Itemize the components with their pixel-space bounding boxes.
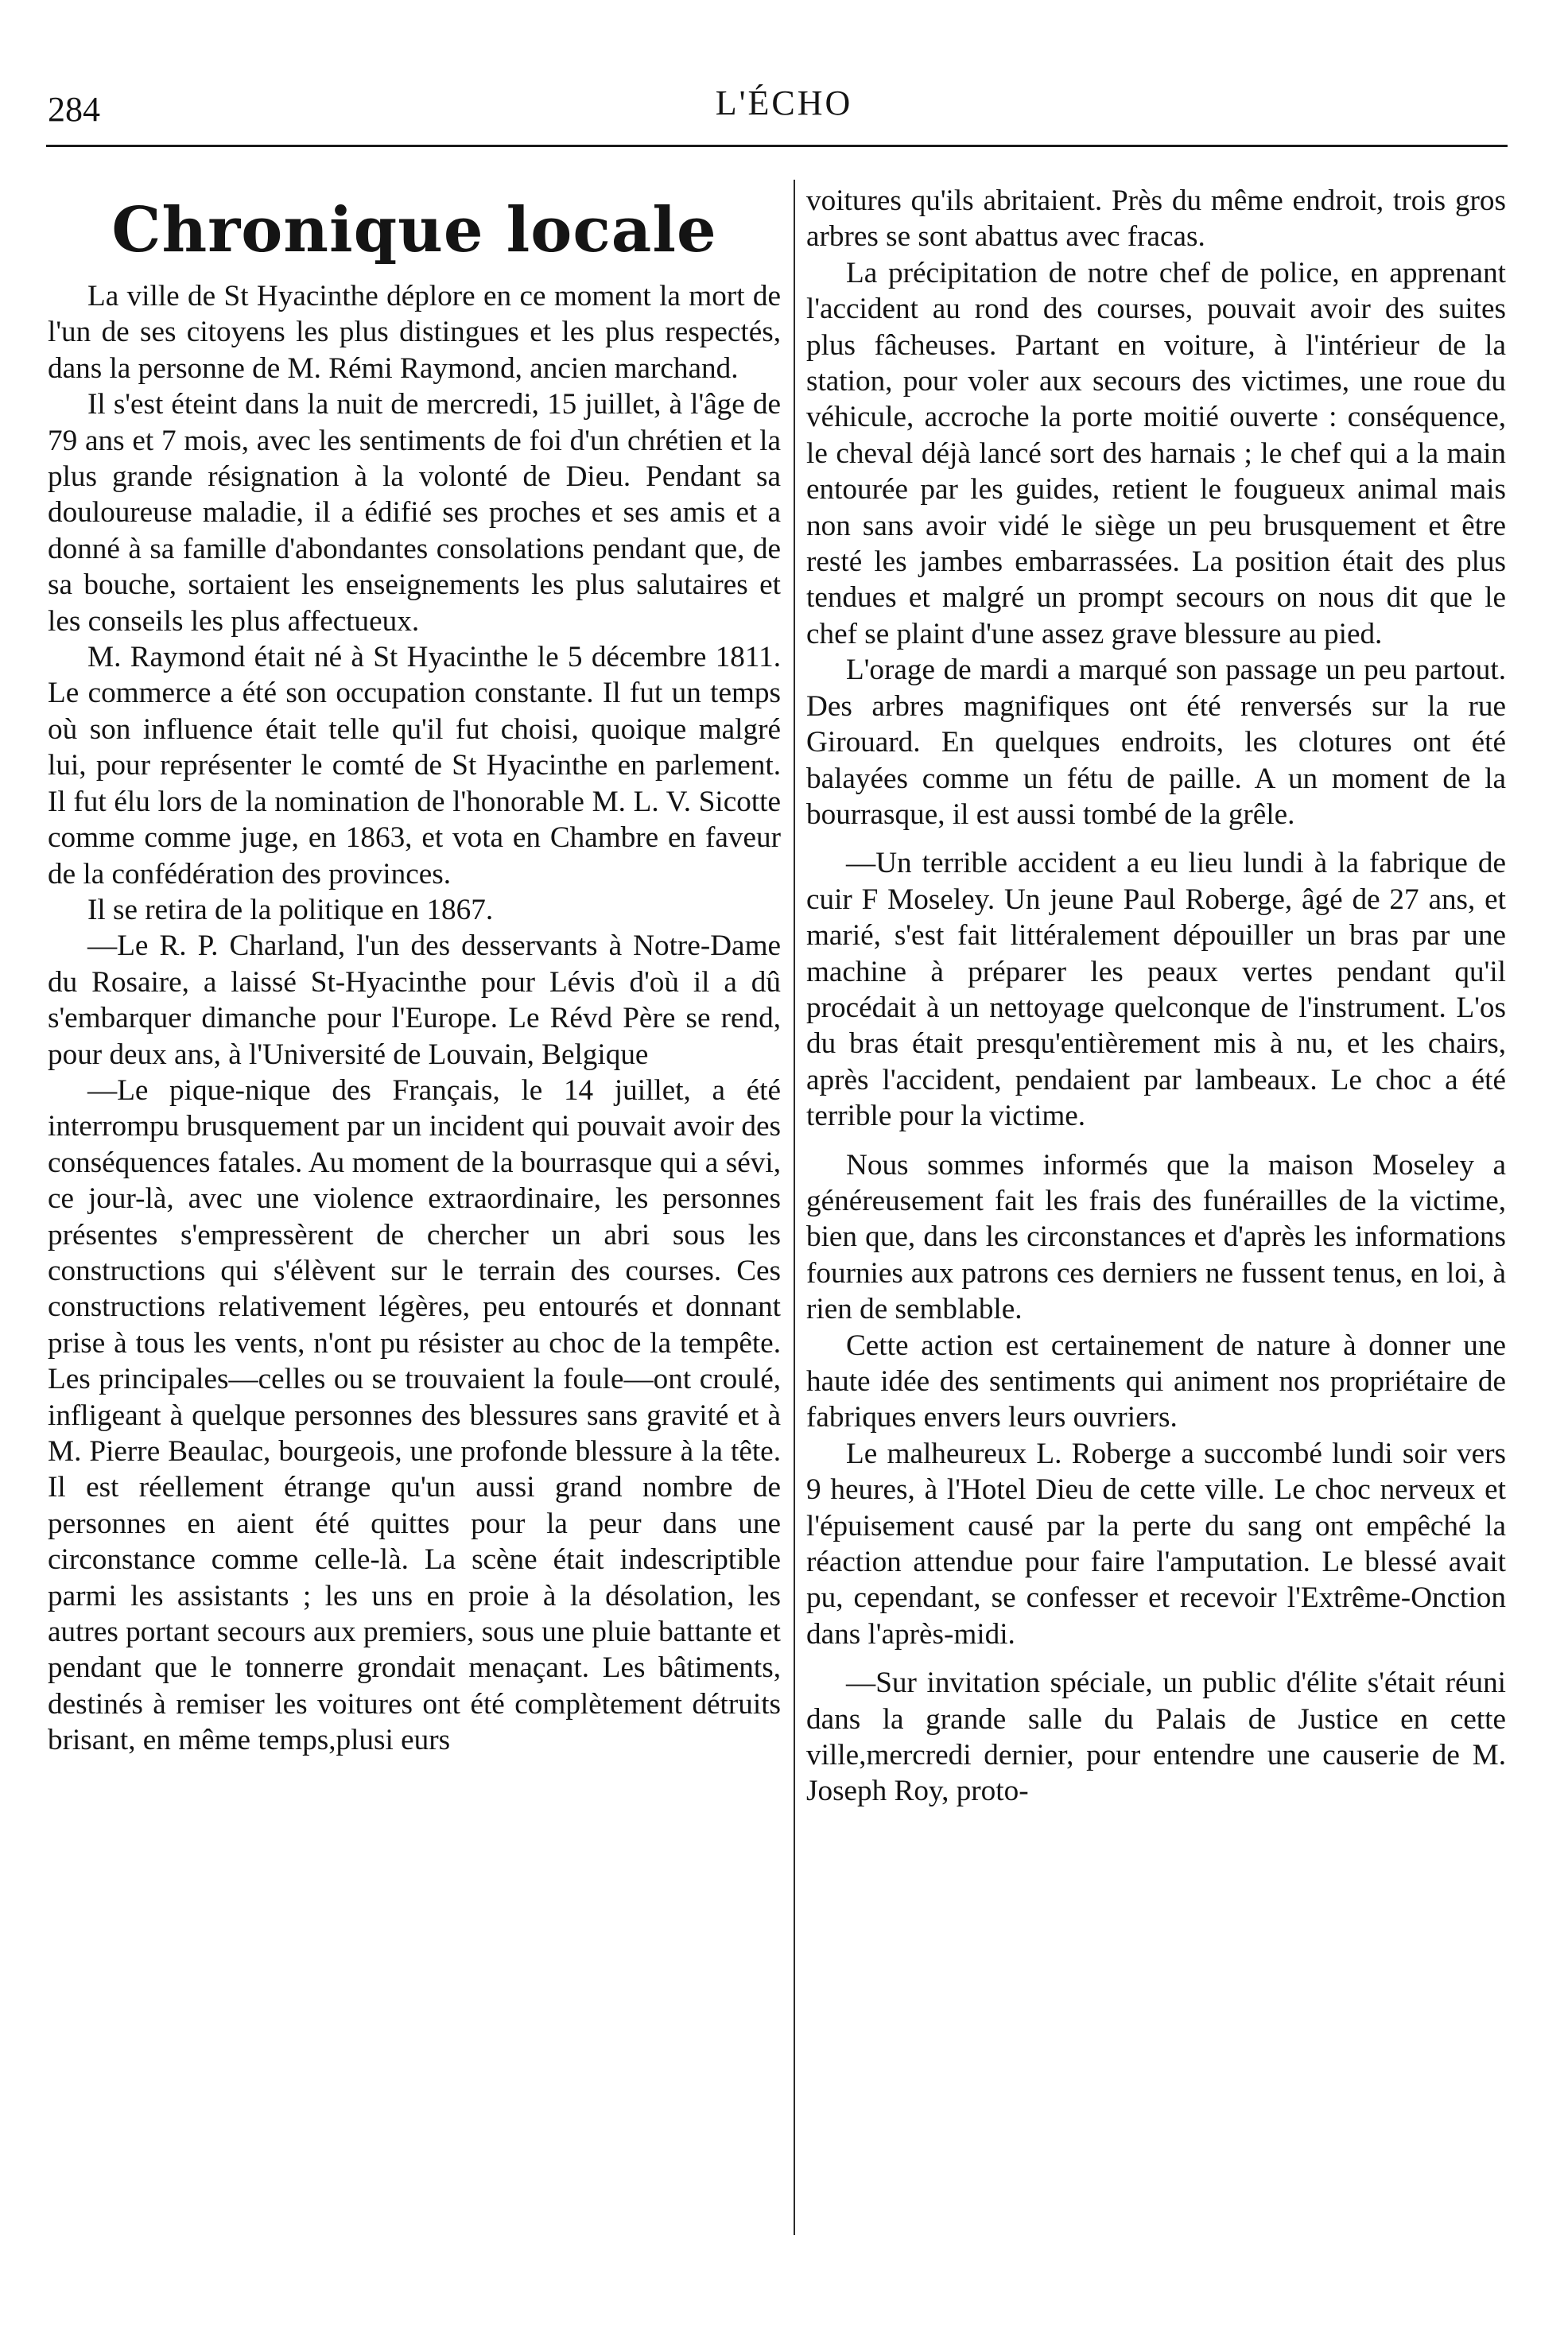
paragraph: Cette action est certainement de nature à donner une haute idée des sentiments qui animent nos propriétaire de fabriques envers leurs ouvriers.	[806, 1329, 1506, 1434]
paragraph: La précipitation de notre chef de police, en apprenant l'accident au rond des courses, pouvait avoir des suites plus fâcheuses. Partant en voiture, à l'intérieur de la station, pour voler aux secours des victimes, une roue du véhicule, accroche la porte moitié ouverte : conséquence, le cheval déjà lancé sort des harnais ; le chef qui a la main entourée par les guides, retient le fougueux animal mais non sans avoir vidé le siège un peu brusquement et être resté les jambes embarrassées. La position était des plus tendues et malgré un prompt secours on nous dit que le chef se plaint d'une assez grave blessure au pied.	[806, 256, 1506, 650]
paragraph: —Le R. P. Charland, l'un des desservants à Notre-Dame du Rosaire, a laissé St-Hyacinthe pour Lévis d'où il a dû s'embarquer dimanche pour l'Europe. Le Révd Père se rend, pour deux ans, à l'Université de Louvain, Belgique	[48, 929, 781, 1071]
left-column	[48, 180, 781, 1759]
running-title: L'ÉCHO	[715, 83, 853, 122]
paragraph: M. Raymond était né à St Hyacinthe le 5 décembre 1811. Le commerce a été son occupation constante. Il fut un temps où son influence était telle qu'il fut choisi, quoique malgré lui, pour représenter le comté de St Hyacinthe en parlement. Il fut élu lors de la nomination de l'honorable M. L. V. Sicotte comme comme juge, en 1863, et vota en Chambre en faveur de la confédération des provinces.	[48, 641, 781, 891]
paragraph: Il s'est éteint dans la nuit de mercredi, 15 juillet, à l'âge de 79 ans et 7 mois, avec les sentiments de foi d'un chrétien et la plus grande résignation à la volonté de Dieu. Pendant sa douloureuse maladie, il a édifié ses proches et ses amis et a donné à sa famille d'abondantes consolations pendant que, de sa bouche, sortaient les enseignements les plus salutaires et les conseils les plus affectueux.	[48, 388, 781, 638]
paragraph: Nous sommes informés que la maison Moseley a généreusement fait les frais des funérailles de la victime, bien que, dans les circonstances et d'après les informations fournies aux patrons ces derniers ne fussent tenus, en loi, à rien de semblable.	[806, 1148, 1506, 1326]
paragraph: Le malheureux L. Roberge a succombé lundi soir vers 9 heures, à l'Hotel Dieu de cette ville. Le choc nerveux et l'épuisement causé par la perte du sang ont empêché la réaction attendue pour faire l'amputation. Le blessé avait pu, cependant, se confesser et recevoir l'Extrême-Onction dans l'après-midi.	[806, 1437, 1506, 1651]
paragraph: La ville de St Hyacinthe déplore en ce moment la mort de l'un de ses citoyens les plus distingues et les plus respectés, dans la personne de M. Rémi Raymond, ancien marchand.	[48, 280, 781, 385]
paragraph: —Le pique-nique des Français, le 14 juillet, a été interrompu brusquement par un incident qui pouvait avoir des conséquences fatales. Au moment de la bourrasque qui a sévi, ce jour-là, avec une violence extraordinaire, les personnes présentes s'empressèrent de chercher un abri sous les constructions qui s'élèvent sur le terrain des courses. Ces constructions relativement légères, peu entourés et donnant prise à tous les vents, n'ont pu résister au choc de la tempête. Les principales—celles ou se trouvaient la foule—ont croulé, infligeant à quelque personnes des blessures sans gravité et à M. Pierre Beaulac, bourgeois, une profonde blessure à la tête. Il est réellement étrange qu'un aussi grand nombre de personnes en aient été quittes pour la peur dans une circonstance comme celle-là. La scène était indescriptible parmi les assistants ; les uns en proie à la désolation, les autres portant secours aux premiers, sous une pluie battante et pendant que le tonnerre grondait menaçant. Les bâtiments, destinés à remiser les voitures ont été complètement détruits brisant, en même temps,plusi eurs	[48, 1073, 781, 1757]
paragraph: —Un terrible accident a eu lieu lundi à la fabrique de cuir F Moseley. Un jeune Paul Roberge, âgé de 27 ans, et marié, s'est fait littéralement dépouiller un bras par une machine à préparer les peaux vertes pendant qu'il procédait à un nettoyage quelconque de l'instrument. L'os du bras était presqu'entièrement mis à nu, et les chairs, après l'accident, pendaient par lambeaux. Le choc a été terrible pour la victime.	[806, 847, 1506, 1133]
right-column	[806, 183, 1506, 1810]
page-number: 284	[48, 90, 100, 129]
column-rule	[794, 180, 795, 2235]
header-rule	[46, 145, 1508, 147]
paragraph: Il se retira de la politique en 1867.	[87, 893, 494, 926]
paragraph: voitures qu'ils abritaient. Près du même endroit, trois gros arbres se sont abattus avec fracas.	[806, 184, 1506, 254]
paragraph: L'orage de mardi a marqué son passage un peu partout. Des arbres magnifiques ont été renversés sur la rue Girouard. En quelques endroits, les clotures ont été balayées comme un fétu de paille. A un moment de la bourrasque, il est aussi tombé de la grêle.	[806, 654, 1506, 831]
paragraph: —Sur invitation spéciale, un public d'élite s'était réuni dans la grande salle du Palais de Justice en cette ville,mercredi dernier, pour entendre une causerie de M. Joseph Roy, proto-	[806, 1667, 1506, 1808]
section-heading: Chronique locale	[111, 194, 717, 266]
